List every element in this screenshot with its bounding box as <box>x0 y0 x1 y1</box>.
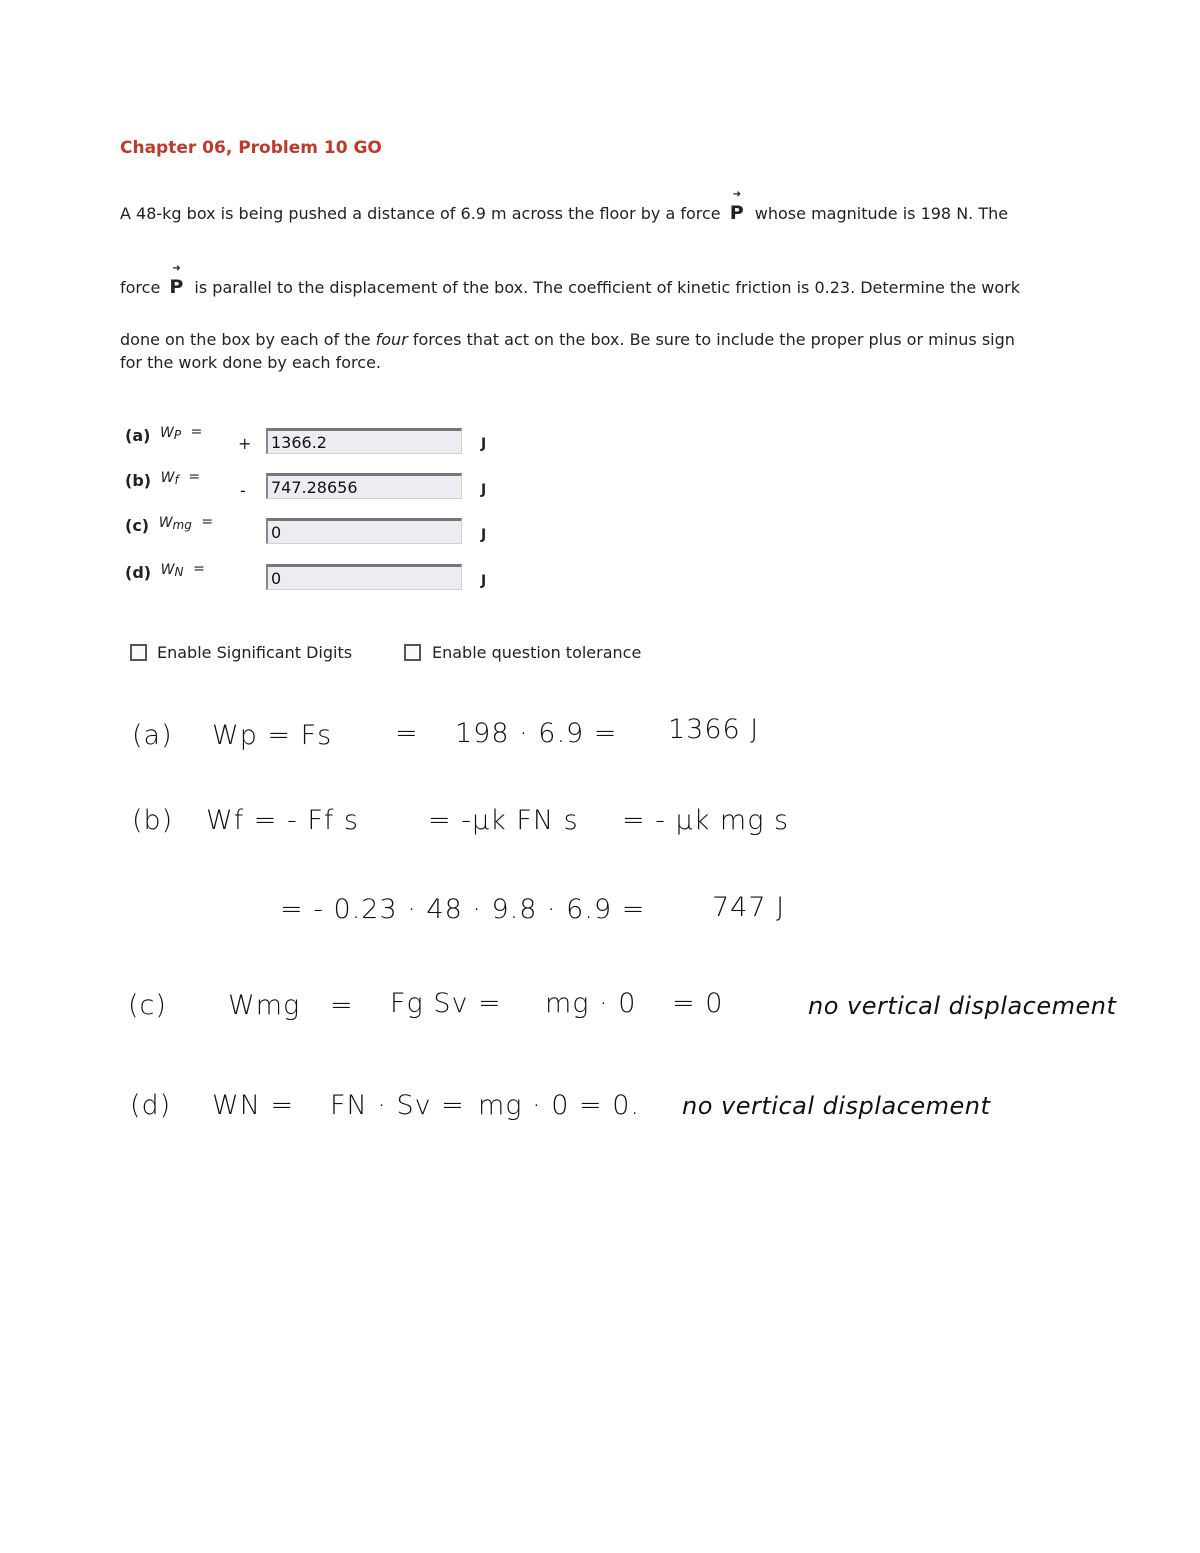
unit-b: J <box>481 482 487 498</box>
hw-b-expr3: = - μk mg s <box>622 805 790 836</box>
work-var: W <box>160 562 175 578</box>
hw-b-expr: Wf = - Ff s <box>206 805 360 836</box>
problem-text: done on the box by each of the <box>120 330 371 349</box>
equals-sign: = <box>201 514 214 530</box>
work-var: W <box>158 515 173 531</box>
answer-a-input[interactable] <box>266 428 462 454</box>
answer-d-input[interactable] <box>266 564 462 590</box>
part-label: (c) <box>125 516 150 535</box>
work-subscript: N <box>174 565 184 579</box>
part-label: (d) <box>125 563 152 582</box>
work-subscript: mg <box>172 518 192 532</box>
vector-arrow-icon: ➜ <box>732 189 742 200</box>
problem-line-3 <box>120 330 1015 349</box>
hw-b-expr2: = -μk FN s <box>428 805 579 836</box>
hw-c-calc2: mg · 0 <box>545 988 637 1019</box>
unit-c: J <box>481 527 487 543</box>
problem-text: force <box>120 278 161 297</box>
part-label: (a) <box>125 426 151 445</box>
hw-a-eq: = <box>395 718 419 749</box>
hw-a-expr: Wp = Fs <box>212 720 333 751</box>
problem-line-4: for the work done by each force. <box>120 353 382 372</box>
hw-c-calc: Fg Sv = <box>390 988 502 1019</box>
sig-digits-checkbox[interactable] <box>130 644 147 661</box>
problem-line-1 <box>120 189 1009 224</box>
vector-p <box>729 189 744 224</box>
answer-label-a <box>125 426 202 445</box>
vector-symbol: P <box>169 276 184 298</box>
problem-emphasis: four <box>375 330 408 349</box>
work-subscript: P <box>173 428 182 442</box>
equals-sign: = <box>193 561 205 577</box>
equals-sign: = <box>188 469 201 485</box>
hw-b-line2: = - 0.23 · 48 · 9.8 · 6.9 = <box>280 894 646 925</box>
work-symbol <box>161 562 184 578</box>
work-symbol <box>159 515 192 531</box>
hw-a-result: 1366 J <box>668 714 760 745</box>
hw-a-label: (a) <box>132 720 173 751</box>
hw-c-note: no vertical displacement <box>808 992 1117 1020</box>
hw-a-calc: 198 · 6.9 = <box>455 718 618 749</box>
sign-a: + <box>238 434 252 453</box>
problem-line-2 <box>120 263 1020 298</box>
work-symbol <box>161 470 179 486</box>
unit-d: J <box>481 573 487 589</box>
problem-text: A 48-kg box is being pushed a distance of 6.9 m across the floor by a force <box>120 204 721 223</box>
hw-b-label: (b) <box>132 805 174 836</box>
tolerance-label: Enable question tolerance <box>432 643 642 662</box>
hw-c-label: (c) <box>128 990 167 1021</box>
problem-text: forces that act on the box. Be sure to include the proper plus or minus sign <box>412 330 1015 349</box>
work-subscript: f <box>174 473 179 487</box>
answer-b-input[interactable] <box>266 473 462 499</box>
part-label: (b) <box>125 471 152 490</box>
work-var: W <box>160 470 175 486</box>
work-var: W <box>160 425 174 441</box>
hw-d-label: (d) <box>130 1090 172 1121</box>
vector-p <box>169 263 184 298</box>
tolerance-checkbox[interactable] <box>404 644 421 661</box>
hw-d-calc: FN · Sv = <box>330 1090 465 1121</box>
hw-c-eq: = <box>330 990 354 1021</box>
vector-arrow-icon: ➜ <box>172 263 181 274</box>
answer-label-b <box>125 471 200 490</box>
hw-c-result: = 0 <box>672 988 724 1019</box>
work-symbol <box>160 425 181 441</box>
problem-text: is parallel to the displacement of the box. The coefficient of kinetic friction is 0.23. Determine the work <box>194 278 1020 297</box>
problem-text: whose magnitude is 198 N. The <box>754 204 1009 223</box>
sign-b: - <box>240 481 246 500</box>
sig-digits-label: Enable Significant Digits <box>157 643 353 662</box>
hw-b-result: 747 J <box>712 892 786 923</box>
answer-label-c <box>125 516 213 535</box>
hw-d-note: no vertical displacement <box>682 1092 991 1120</box>
unit-a: J <box>481 436 487 452</box>
hw-d-calc2: mg · 0 = 0. <box>478 1090 640 1121</box>
answer-label-d <box>125 563 205 582</box>
hw-c-expr: Wmg <box>228 990 301 1021</box>
equals-sign: = <box>190 424 203 440</box>
problem-title: Chapter 06, Problem 10 GO <box>120 138 382 158</box>
vector-symbol: P <box>729 202 744 224</box>
answer-c-input[interactable] <box>266 518 462 544</box>
hw-d-expr: WN = <box>212 1090 295 1121</box>
